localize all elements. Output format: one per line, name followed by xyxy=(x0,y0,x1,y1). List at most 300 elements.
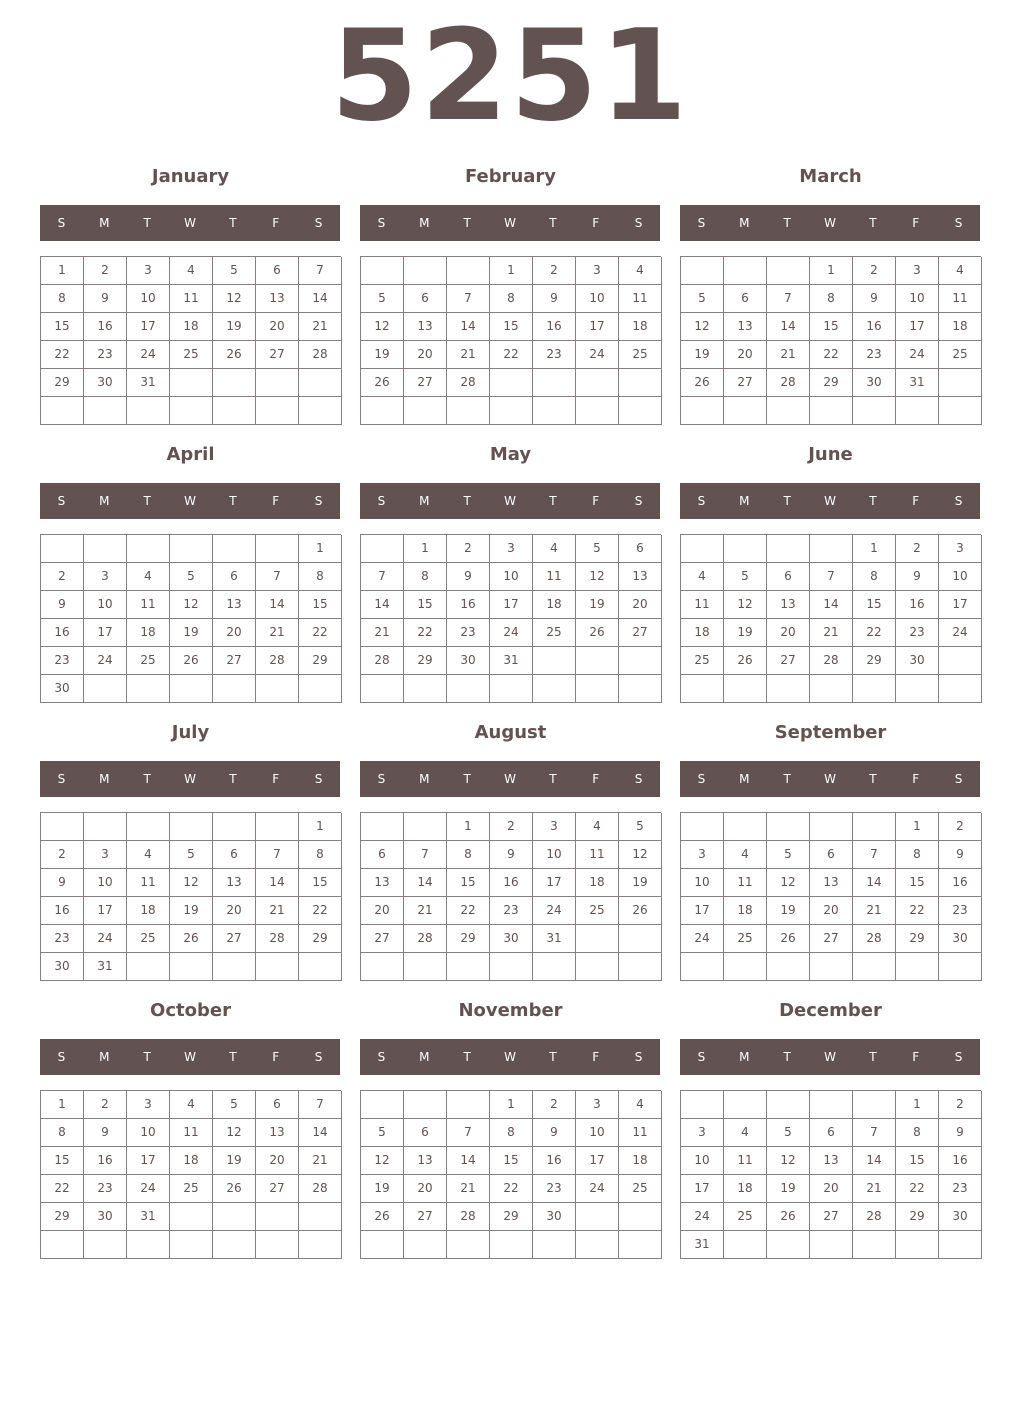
day-cell xyxy=(810,813,853,841)
weekday-label: T xyxy=(143,1050,151,1064)
weekday-label: W xyxy=(184,216,196,230)
day-cell: 28 xyxy=(853,925,896,953)
day-cell: 29 xyxy=(896,1203,939,1231)
day-cell: 14 xyxy=(256,591,299,619)
day-cell xyxy=(170,813,213,841)
day-cell: 2 xyxy=(533,257,576,285)
day-cell: 10 xyxy=(84,869,127,897)
weekday-label: T xyxy=(463,772,471,786)
day-cell: 4 xyxy=(127,563,170,591)
day-cell: 29 xyxy=(41,369,84,397)
day-cell: 31 xyxy=(127,1203,170,1231)
day-cell: 22 xyxy=(299,897,342,925)
day-cell xyxy=(681,675,724,703)
day-grid xyxy=(680,534,981,703)
day-cell: 24 xyxy=(127,341,170,369)
day-cell: 2 xyxy=(939,813,982,841)
day-cell: 6 xyxy=(404,285,447,313)
weekday-label: M xyxy=(419,216,430,230)
day-cell: 29 xyxy=(41,1203,84,1231)
day-cell: 19 xyxy=(724,619,767,647)
day-cell: 27 xyxy=(404,369,447,397)
day-cell: 1 xyxy=(447,813,490,841)
day-cell: 12 xyxy=(170,591,213,619)
weekday-label: W xyxy=(504,216,516,230)
day-cell xyxy=(256,369,299,397)
day-cell: 26 xyxy=(681,369,724,397)
day-cell: 14 xyxy=(299,285,342,313)
day-cell xyxy=(404,257,447,285)
day-cell: 6 xyxy=(213,841,256,869)
day-cell xyxy=(853,675,896,703)
day-cell: 26 xyxy=(361,369,404,397)
day-cell: 5 xyxy=(170,563,213,591)
day-cell: 4 xyxy=(170,1091,213,1119)
day-cell: 27 xyxy=(256,341,299,369)
day-cell: 15 xyxy=(299,591,342,619)
day-cell: 1 xyxy=(490,257,533,285)
day-cell: 16 xyxy=(853,313,896,341)
weekday-header xyxy=(680,761,980,797)
weekday-label: S xyxy=(377,772,386,786)
weekday-label: M xyxy=(419,1050,430,1064)
day-cell xyxy=(447,1091,490,1119)
day-cell xyxy=(681,397,724,425)
day-cell: 6 xyxy=(810,1119,853,1147)
day-cell: 7 xyxy=(853,1119,896,1147)
day-cell xyxy=(576,1231,619,1259)
day-cell xyxy=(299,675,342,703)
day-cell: 4 xyxy=(724,1119,767,1147)
day-cell: 25 xyxy=(127,925,170,953)
day-cell: 25 xyxy=(127,647,170,675)
day-cell: 13 xyxy=(256,1119,299,1147)
weekday-label: T xyxy=(783,494,791,508)
day-cell: 30 xyxy=(896,647,939,675)
day-cell: 27 xyxy=(767,647,810,675)
day-grid xyxy=(360,256,661,425)
day-cell: 20 xyxy=(256,1147,299,1175)
weekday-header xyxy=(680,205,980,241)
day-cell: 10 xyxy=(127,285,170,313)
month-may xyxy=(360,438,661,710)
day-cell: 27 xyxy=(361,925,404,953)
day-cell: 16 xyxy=(84,313,127,341)
weekday-label: F xyxy=(272,494,280,508)
day-cell: 1 xyxy=(896,1091,939,1119)
weekday-label: S xyxy=(697,1050,706,1064)
day-cell xyxy=(767,675,810,703)
day-cell: 12 xyxy=(724,591,767,619)
day-cell: 20 xyxy=(213,897,256,925)
month-title: June xyxy=(808,444,853,465)
day-cell: 26 xyxy=(724,647,767,675)
day-cell: 30 xyxy=(41,675,84,703)
day-cell: 1 xyxy=(853,535,896,563)
day-cell: 13 xyxy=(724,313,767,341)
day-cell xyxy=(170,397,213,425)
day-cell: 6 xyxy=(256,1091,299,1119)
weekday-label: F xyxy=(912,216,920,230)
day-cell: 15 xyxy=(404,591,447,619)
day-cell: 27 xyxy=(810,925,853,953)
day-cell: 14 xyxy=(361,591,404,619)
day-cell: 5 xyxy=(619,813,662,841)
weekday-label: F xyxy=(592,772,600,786)
day-cell: 20 xyxy=(724,341,767,369)
day-cell: 22 xyxy=(41,341,84,369)
day-cell: 18 xyxy=(533,591,576,619)
day-cell: 9 xyxy=(896,563,939,591)
day-cell xyxy=(84,813,127,841)
month-april xyxy=(40,438,341,710)
day-cell: 12 xyxy=(767,1147,810,1175)
day-cell: 16 xyxy=(84,1147,127,1175)
month-august xyxy=(360,716,661,988)
day-cell: 25 xyxy=(724,925,767,953)
day-cell: 29 xyxy=(404,647,447,675)
day-cell: 17 xyxy=(84,619,127,647)
day-cell: 9 xyxy=(447,563,490,591)
day-cell: 25 xyxy=(619,1175,662,1203)
day-cell xyxy=(767,257,810,285)
weekday-label: M xyxy=(739,1050,750,1064)
day-cell: 18 xyxy=(724,897,767,925)
day-cell: 22 xyxy=(810,341,853,369)
day-cell: 7 xyxy=(767,285,810,313)
day-cell xyxy=(939,397,982,425)
day-cell xyxy=(361,257,404,285)
day-cell: 12 xyxy=(170,869,213,897)
day-cell: 7 xyxy=(256,841,299,869)
weekday-label: S xyxy=(697,772,706,786)
day-cell: 24 xyxy=(84,925,127,953)
day-cell xyxy=(939,953,982,981)
day-cell: 19 xyxy=(767,897,810,925)
day-cell: 9 xyxy=(939,1119,982,1147)
day-cell xyxy=(853,1231,896,1259)
day-cell xyxy=(853,813,896,841)
day-cell xyxy=(256,953,299,981)
day-cell: 8 xyxy=(447,841,490,869)
day-grid xyxy=(40,534,341,703)
day-cell: 5 xyxy=(361,1119,404,1147)
day-cell xyxy=(41,813,84,841)
day-cell: 18 xyxy=(127,619,170,647)
day-cell xyxy=(84,397,127,425)
weekday-label: T xyxy=(143,494,151,508)
day-cell: 9 xyxy=(939,841,982,869)
day-cell: 12 xyxy=(681,313,724,341)
day-cell xyxy=(576,1203,619,1231)
day-cell xyxy=(533,1231,576,1259)
day-cell: 18 xyxy=(939,313,982,341)
weekday-label: T xyxy=(143,216,151,230)
weekday-label: S xyxy=(314,1050,323,1064)
weekday-header xyxy=(360,205,660,241)
weekday-label: T xyxy=(869,772,877,786)
day-cell: 3 xyxy=(84,841,127,869)
day-cell xyxy=(853,953,896,981)
day-cell: 6 xyxy=(213,563,256,591)
day-cell: 16 xyxy=(896,591,939,619)
day-grid xyxy=(360,812,661,981)
day-cell xyxy=(724,397,767,425)
day-cell: 16 xyxy=(41,619,84,647)
day-cell: 22 xyxy=(41,1175,84,1203)
month-title: March xyxy=(799,166,862,187)
day-cell: 19 xyxy=(213,313,256,341)
day-cell xyxy=(576,647,619,675)
day-cell xyxy=(810,1091,853,1119)
day-cell: 28 xyxy=(404,925,447,953)
day-cell: 10 xyxy=(896,285,939,313)
day-cell xyxy=(404,953,447,981)
day-cell: 5 xyxy=(170,841,213,869)
day-cell xyxy=(299,953,342,981)
day-cell: 9 xyxy=(84,1119,127,1147)
day-cell: 13 xyxy=(810,869,853,897)
weekday-label: F xyxy=(272,772,280,786)
day-cell: 28 xyxy=(299,1175,342,1203)
day-cell: 29 xyxy=(299,925,342,953)
day-cell: 1 xyxy=(490,1091,533,1119)
day-cell: 27 xyxy=(256,1175,299,1203)
day-cell: 5 xyxy=(213,257,256,285)
day-cell: 31 xyxy=(533,925,576,953)
weekday-label: T xyxy=(549,772,557,786)
month-march xyxy=(680,160,981,432)
day-cell: 15 xyxy=(896,1147,939,1175)
day-cell xyxy=(619,369,662,397)
weekday-header xyxy=(360,1039,660,1075)
day-cell xyxy=(170,369,213,397)
weekday-label: F xyxy=(592,494,600,508)
day-cell xyxy=(127,535,170,563)
day-cell: 21 xyxy=(299,1147,342,1175)
day-cell: 30 xyxy=(853,369,896,397)
day-cell xyxy=(127,953,170,981)
day-cell: 10 xyxy=(681,1147,724,1175)
day-cell: 19 xyxy=(170,619,213,647)
day-cell: 29 xyxy=(810,369,853,397)
day-cell: 12 xyxy=(361,1147,404,1175)
day-cell xyxy=(404,1231,447,1259)
day-cell: 17 xyxy=(681,1175,724,1203)
day-cell: 11 xyxy=(576,841,619,869)
day-cell xyxy=(810,397,853,425)
day-cell: 22 xyxy=(490,1175,533,1203)
day-cell: 19 xyxy=(681,341,724,369)
day-cell: 7 xyxy=(256,563,299,591)
day-cell xyxy=(576,675,619,703)
day-cell: 20 xyxy=(404,341,447,369)
day-cell: 27 xyxy=(619,619,662,647)
day-cell: 23 xyxy=(41,647,84,675)
day-cell: 9 xyxy=(533,1119,576,1147)
weekday-label: W xyxy=(824,1050,836,1064)
day-cell: 4 xyxy=(576,813,619,841)
day-cell xyxy=(170,1231,213,1259)
day-cell xyxy=(170,675,213,703)
day-cell: 25 xyxy=(619,341,662,369)
weekday-label: S xyxy=(314,494,323,508)
month-title: May xyxy=(489,444,532,465)
day-cell: 3 xyxy=(681,841,724,869)
day-cell: 4 xyxy=(170,257,213,285)
day-cell: 9 xyxy=(41,591,84,619)
day-cell: 8 xyxy=(41,1119,84,1147)
day-cell: 26 xyxy=(170,647,213,675)
day-cell xyxy=(213,813,256,841)
month-title: August xyxy=(474,722,547,743)
day-cell: 5 xyxy=(681,285,724,313)
weekday-label: W xyxy=(504,772,516,786)
day-cell: 1 xyxy=(299,813,342,841)
day-cell: 24 xyxy=(533,897,576,925)
day-cell: 6 xyxy=(724,285,767,313)
day-cell: 28 xyxy=(810,647,853,675)
month-september xyxy=(680,716,981,988)
day-cell: 17 xyxy=(576,313,619,341)
day-cell xyxy=(447,397,490,425)
day-cell: 21 xyxy=(810,619,853,647)
day-cell: 8 xyxy=(810,285,853,313)
day-cell: 22 xyxy=(490,341,533,369)
day-cell: 15 xyxy=(299,869,342,897)
day-cell: 2 xyxy=(533,1091,576,1119)
weekday-label: S xyxy=(697,216,706,230)
weekday-label: M xyxy=(99,1050,110,1064)
day-cell xyxy=(41,535,84,563)
day-cell: 26 xyxy=(619,897,662,925)
day-cell xyxy=(533,953,576,981)
day-cell: 13 xyxy=(619,563,662,591)
day-cell xyxy=(84,1231,127,1259)
day-grid xyxy=(40,256,341,425)
day-cell: 15 xyxy=(896,869,939,897)
day-cell: 4 xyxy=(939,257,982,285)
day-cell: 23 xyxy=(41,925,84,953)
weekday-label: S xyxy=(377,1050,386,1064)
day-cell: 19 xyxy=(619,869,662,897)
day-cell xyxy=(619,647,662,675)
day-cell: 1 xyxy=(404,535,447,563)
weekday-label: W xyxy=(824,772,836,786)
day-cell: 20 xyxy=(767,619,810,647)
weekday-label: W xyxy=(184,1050,196,1064)
day-cell xyxy=(361,675,404,703)
day-cell: 7 xyxy=(299,257,342,285)
day-cell: 8 xyxy=(896,1119,939,1147)
month-february xyxy=(360,160,661,432)
day-cell: 18 xyxy=(724,1175,767,1203)
day-cell: 6 xyxy=(256,257,299,285)
day-cell: 28 xyxy=(256,925,299,953)
weekday-label: M xyxy=(739,216,750,230)
day-cell: 25 xyxy=(170,1175,213,1203)
weekday-label: M xyxy=(99,494,110,508)
day-cell: 26 xyxy=(361,1203,404,1231)
day-cell xyxy=(299,1231,342,1259)
month-january xyxy=(40,160,341,432)
day-cell xyxy=(256,1231,299,1259)
day-cell: 13 xyxy=(213,869,256,897)
day-cell: 15 xyxy=(41,313,84,341)
day-cell: 19 xyxy=(361,341,404,369)
day-cell: 25 xyxy=(724,1203,767,1231)
day-cell: 16 xyxy=(533,313,576,341)
day-cell: 13 xyxy=(767,591,810,619)
day-cell: 30 xyxy=(533,1203,576,1231)
year-title: 5251 xyxy=(330,2,690,149)
day-cell xyxy=(724,535,767,563)
day-cell xyxy=(213,1203,256,1231)
day-cell: 16 xyxy=(41,897,84,925)
day-cell: 15 xyxy=(490,313,533,341)
weekday-label: W xyxy=(184,494,196,508)
day-cell: 24 xyxy=(576,341,619,369)
day-cell: 1 xyxy=(41,257,84,285)
weekday-label: T xyxy=(229,1050,237,1064)
day-cell: 14 xyxy=(299,1119,342,1147)
day-cell: 23 xyxy=(939,897,982,925)
weekday-label: S xyxy=(377,494,386,508)
day-cell xyxy=(767,953,810,981)
day-cell: 5 xyxy=(767,841,810,869)
weekday-label: W xyxy=(824,494,836,508)
day-cell: 28 xyxy=(299,341,342,369)
day-cell: 19 xyxy=(213,1147,256,1175)
day-cell: 23 xyxy=(896,619,939,647)
weekday-label: S xyxy=(57,1050,66,1064)
day-cell xyxy=(127,397,170,425)
day-cell: 27 xyxy=(404,1203,447,1231)
day-cell xyxy=(810,675,853,703)
day-cell xyxy=(447,953,490,981)
day-cell: 13 xyxy=(404,1147,447,1175)
day-grid xyxy=(40,1090,341,1259)
day-cell: 26 xyxy=(767,925,810,953)
day-cell xyxy=(724,1231,767,1259)
day-cell: 28 xyxy=(447,369,490,397)
day-cell: 22 xyxy=(299,619,342,647)
month-title: October xyxy=(150,1000,231,1021)
day-cell xyxy=(681,257,724,285)
day-cell xyxy=(853,397,896,425)
day-cell: 3 xyxy=(576,257,619,285)
day-grid xyxy=(40,812,341,981)
day-cell: 16 xyxy=(447,591,490,619)
day-cell: 21 xyxy=(404,897,447,925)
weekday-label: S xyxy=(314,216,323,230)
day-cell xyxy=(681,813,724,841)
day-cell: 13 xyxy=(361,869,404,897)
day-cell: 11 xyxy=(170,285,213,313)
day-cell: 3 xyxy=(576,1091,619,1119)
weekday-label: S xyxy=(377,216,386,230)
day-cell xyxy=(724,953,767,981)
day-grid xyxy=(680,812,981,981)
weekday-label: W xyxy=(504,1050,516,1064)
weekday-label: M xyxy=(419,772,430,786)
weekday-label: T xyxy=(869,216,877,230)
weekday-label: T xyxy=(869,1050,877,1064)
day-cell: 8 xyxy=(490,1119,533,1147)
day-cell: 15 xyxy=(810,313,853,341)
day-cell xyxy=(213,397,256,425)
day-cell xyxy=(256,675,299,703)
